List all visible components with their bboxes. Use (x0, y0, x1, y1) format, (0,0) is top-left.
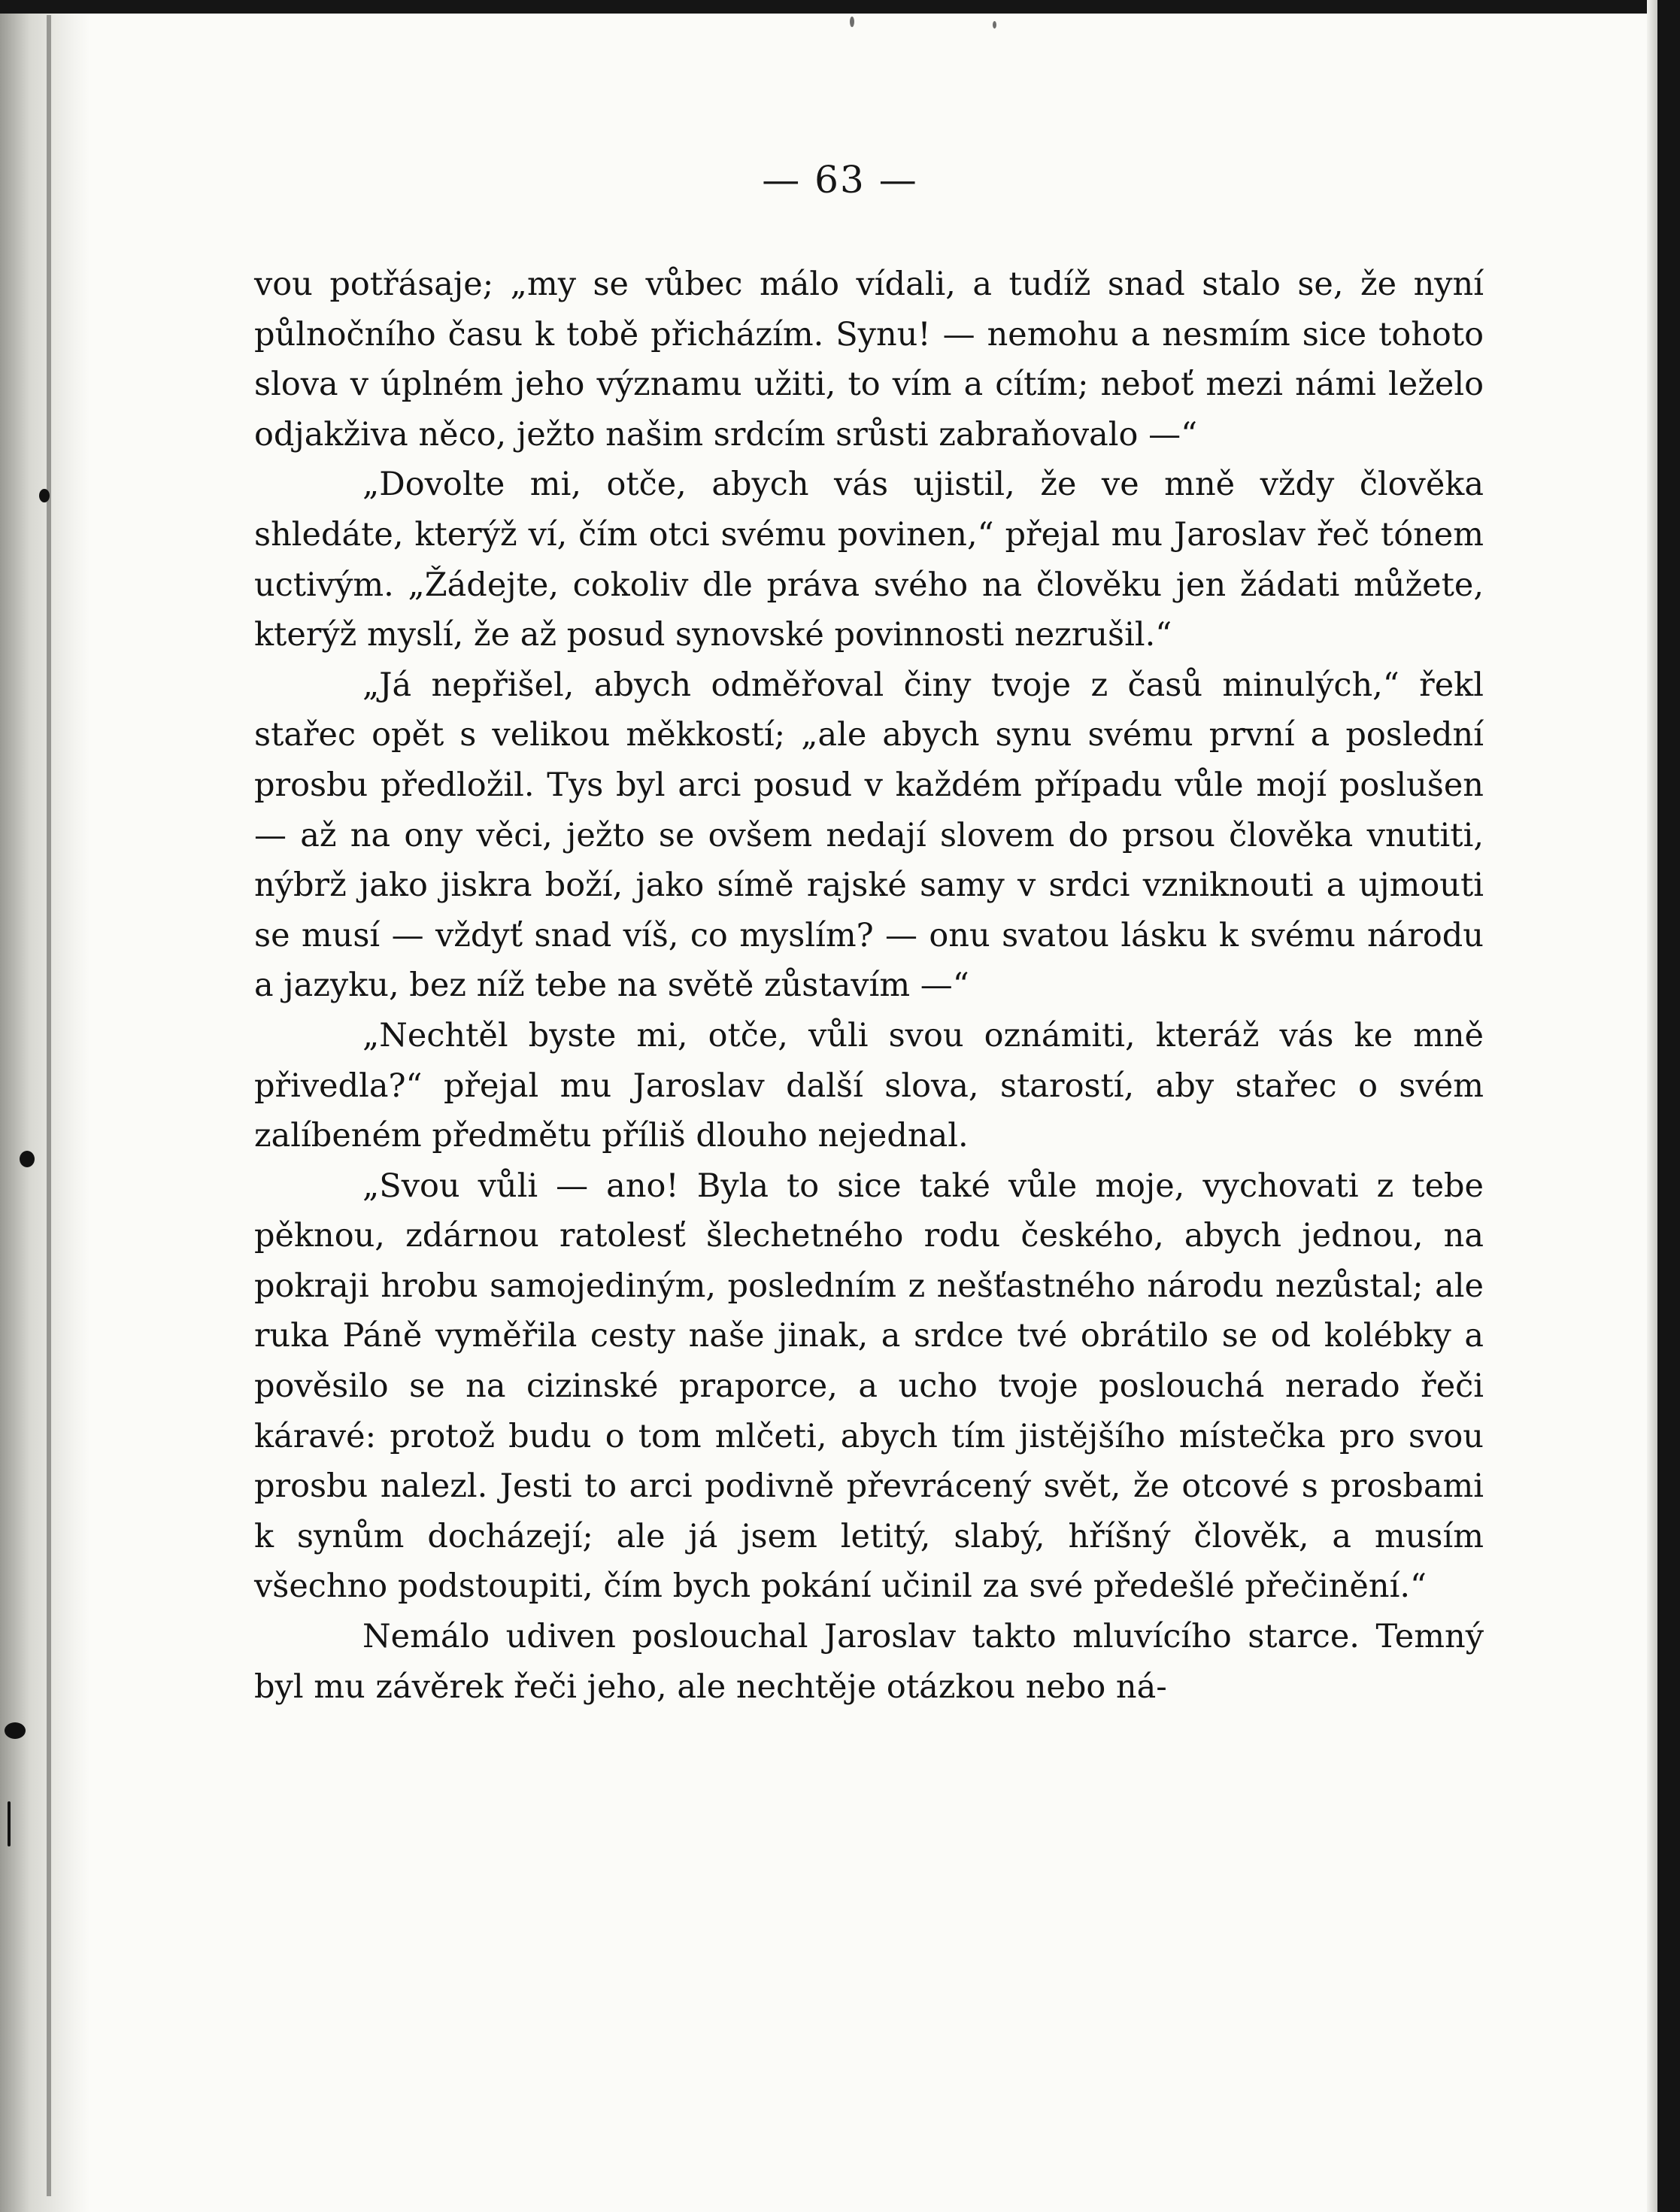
ink-speck (993, 21, 996, 29)
ink-speck (39, 489, 50, 502)
binding-gutter (0, 0, 90, 2212)
paragraph: „Nechtěl byste mi, otče, vůli svou oznámiti, kteráž vás ke mně přivedla?“ přejal mu Jaroslav další slova, starostí, aby stařec o svém zalíbeném předmětu příliš dlouho nejednal. (254, 1016, 1484, 1155)
paragraph: Nemálo udiven poslouchal Jaroslav takto mluvícího starce. Temný byl mu závěrek řeči jeho, ale nechtěje otázkou nebo ná- (254, 1618, 1484, 1706)
binding-edge-line (47, 15, 51, 2196)
paragraph: „Svou vůli — ano! Byla to sice také vůle moje, vychovati z tebe pěknou, zdárnou ratolesť šlechetného rodu českého, abych jednou, na pokraji hrobu samojediným, posledním z nešťastného národu nezůstal; ale ruka Páně vyměřila cesty naše jinak, a srdce tvé obrátilo se od kolébky a pověsilo se na cizinské praporce, a ucho tvoje poslouchá nerado řeči káravé: protož budu o tom mlčeti, abych tím jistějšího místečka pro svou prosbu nalezl. Jesti to arci podivně převrácený svět, že otcové s prosbami k synům docházejí; ale já jsem letitý, slabý, hříšný člověk, a musím všechno podstoupiti, čím bych pokání učinil za své předešlé přečinění.“ (254, 1167, 1484, 1606)
ink-speck (850, 17, 854, 27)
ink-speck (8, 1801, 11, 1846)
body-text (254, 259, 1484, 1712)
paragraph: „Dovolte mi, otče, abych vás ujistil, že ve mně vždy člověka shledáte, kterýž ví, čím otci svému povinen,“ přejal mu Jaroslav řeč tónem uctivým. „Žádejte, cokoliv dle práva svého na člověku jen žádati můžete, kterýž myslí, že až posud synovské povinnosti nezrušil.“ (254, 466, 1484, 654)
paragraph: „Já nepřišel, abych odměřoval činy tvoje z časů minulých,“ řekl stařec opět s velikou měkkostí; „ale abych synu svému první a poslední prosbu předložil. Tys byl arci posud v každém případu vůle mojí poslušen — až na ony věci, ježto se ovšem nedají slovem do prsou člověka vnutiti, nýbrž jako jiskra boží, jako símě rajské samy v srdci vzniknouti a ujmouti se musí — vždyť snad víš, co myslím? — onu svatou lásku k svému národu a jazyku, bez níž tebe na světě zůstavím —“ (254, 666, 1484, 1005)
ink-speck (5, 1722, 26, 1739)
scan-border-top (0, 0, 1680, 14)
scan-border-right (1657, 0, 1680, 2212)
page-number: — 63 — (762, 158, 918, 202)
ink-speck (20, 1151, 35, 1167)
paragraph: vou potřásaje; „my se vůbec málo vídali, a tudíž snad stalo se, že nyní půlnočního času k tobě přicházím. Synu! — nemohu a nesmím sice tohoto slova v úplném jeho významu užiti, to vím a cítím; neboť mezi námi leželo odjakživa něco, ježto našim srdcím srůsti zabraňovalo —“ (254, 266, 1484, 454)
scan-edge-shadow (1647, 0, 1657, 2212)
